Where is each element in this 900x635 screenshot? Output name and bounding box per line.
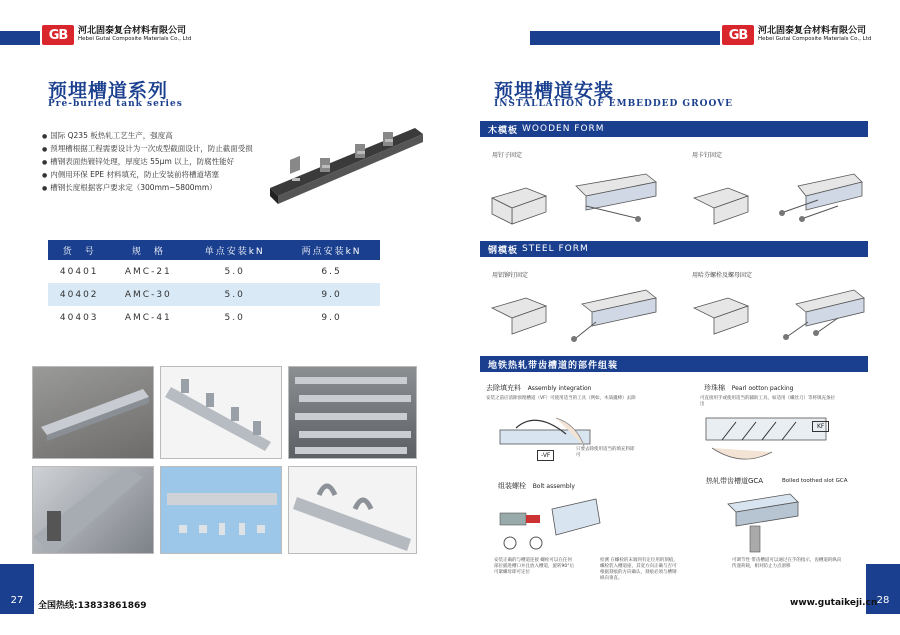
table-row [48,306,380,329]
section-title-cn: 地铁热轧带齿槽道的部件组装 [488,360,619,371]
col-header-item-no: 货 号 [48,240,110,260]
step4-diagram [720,490,810,554]
header-bar-right [530,31,720,45]
step1-title-cn: 去除填充料 [486,384,521,392]
table-cell: 40403 [59,312,99,323]
step4-note: 可调节性 带齿槽道可以通过在手的指示，齿槽道的纵向传递荷载，相对防止力点滑移 [732,558,842,569]
product-photo [288,366,417,459]
product-photo [32,466,154,554]
website: www.gutaikeji.cn [790,598,878,608]
vf-tag: -VF [537,450,554,461]
product-photo [32,366,154,459]
step1-note: 安装之前应清除预埋槽道（VF）可使用适当的工具（例如，木质撬棒）去除 [486,396,636,401]
step2-title-en: Pearl ootton packing [731,385,794,392]
section-assembly [480,356,868,372]
steel-form-diagram [486,282,666,342]
table-cell: 5.0 [186,283,283,306]
table-cell: 5.0 [224,266,245,277]
company-name-en: Hebei Gutai Composite Materials Co., Ltd [78,36,192,43]
table-cell: 9.0 [283,283,380,306]
steel-label-1: 用铝铆钉固定 [492,272,529,279]
wood-form-diagram [486,160,666,230]
steel-bolt-diagram [688,282,868,342]
table-cell: 6.5 [321,266,342,277]
channel-rail-image [265,118,425,208]
section-title-en: STEEL FORM [522,244,589,254]
feature-item: ● 预埋槽根据工程需要设计为一次成型截面设计，防止截面受损 [42,143,253,156]
page-title: 预埋槽道系列 [48,80,169,102]
feature-item: ● 槽钢长度根据客户要求定（300mm~5800mm） [42,182,253,195]
table-cell: 5.0 [224,312,245,323]
step3-diagram [496,495,606,555]
page-number-left: 27 [0,564,34,614]
feature-list [42,130,253,195]
table-cell: AMC-21 [124,266,172,277]
section-steel-form [480,241,868,257]
step1-title [486,383,591,393]
section-title-cn: 木模板 [488,125,519,136]
step4-title [706,476,763,486]
step4-title-en: Bolled toothed slot GCA [782,478,848,484]
spec-table [48,240,380,329]
steel-label-2: 用哈芬螺栓及螺母固定 [692,272,753,279]
table-row [48,283,380,306]
gb-logo-icon: GB [722,25,754,45]
step3-note2: 检测 在螺栓的末端到有定位用的刻痕，螺栓装入槽道座，其宽方向正确与否可根据刻痕的方向确认，刻痕必须与槽钢纵向垂直。 [600,558,678,581]
step2-title [704,383,793,393]
col-header-single-point: 单点安装kN [186,240,283,260]
section-wooden-form [480,121,868,137]
table-cell: AMC-41 [124,312,172,323]
step2-note: 可直接用手或使用适当的辅助工具，如适用（螺丝刀）等将填充条拉出 [700,396,835,407]
step3-title-en: Bolt assembly [532,483,575,490]
col-header-two-point: 两点安装kN [283,240,380,260]
step3-title [498,481,575,491]
feature-item: ● 槽钢表面热镀锌处理，厚度达 55μm 以上，防腐性能好 [42,156,253,169]
table-cell: AMC-30 [110,283,186,306]
table-cell: 40401 [59,266,99,277]
col-header-spec: 规 格 [110,240,186,260]
company-name-cn: 河北固泰复合材料有限公司 [758,26,867,37]
product-photo [288,466,417,554]
step4-title-cn: 热轧带齿槽道GCA [706,477,764,485]
step1-title-en: Assembly integration [527,385,592,392]
wood-label-1: 用钉子固定 [492,152,523,159]
product-photo [160,366,282,459]
company-logo-right [722,25,871,45]
step3-title-cn: 组装螺栓 [498,482,526,490]
feature-item: ● 内侧用环保 EPE 材料填充，防止安装前将槽道堵塞 [42,169,253,182]
company-name-cn: 河北固泰复合材料有限公司 [78,26,187,37]
section-title-cn: 钢模板 [488,245,519,256]
hotline: 全国热线:13833861869 [38,601,147,611]
wood-label-2: 用卡钉固定 [692,152,723,159]
table-cell: 40402 [48,283,110,306]
header-bar-left [0,31,40,45]
step2-diagram [702,410,832,470]
kf-tag: KF [812,421,829,432]
page-title-right: 预埋槽道安装 [494,80,615,102]
feature-item: ● 国际 Q235 板热轧工艺生产，强度高 [42,130,253,143]
product-photo [160,466,282,554]
step1-sub: 只要去除使用适当的填充料即可 [576,447,635,458]
wood-clip-diagram [688,160,868,230]
page-subtitle: Pre-buried tank series [48,99,183,109]
table-cell: 9.0 [321,312,342,323]
step1-diagram [496,410,596,470]
gb-logo-icon: GB [42,25,74,45]
table-row [48,260,380,283]
page-number-right: 28 [866,564,900,614]
step2-title-cn: 珍珠棉 [704,384,725,392]
company-name-en: Hebei Gutai Composite Materials Co., Ltd [758,36,872,43]
step3-note: 安装正确的与槽道连接 螺栓可以在任何部位插进槽口并且放入槽道，旋转90°后可紧螺母即可定位 [494,558,574,575]
section-title-en: WOODEN FORM [522,124,605,134]
company-logo-left [42,25,191,45]
page-subtitle-right: INSTALLATION OF EMBEDDED GROOVE [494,99,733,109]
